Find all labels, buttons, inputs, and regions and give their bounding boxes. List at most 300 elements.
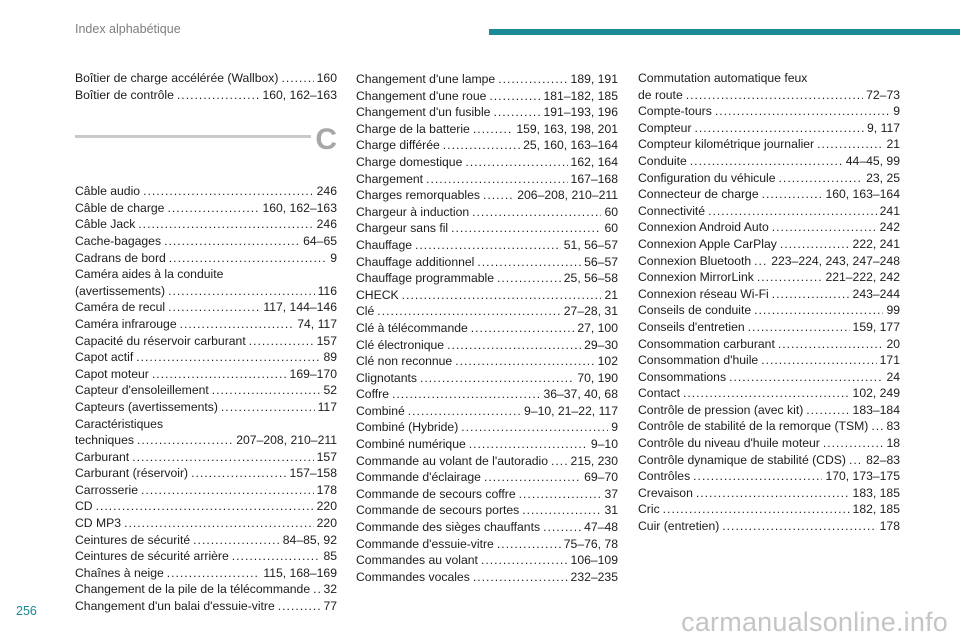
leader-dots — [543, 519, 581, 536]
index-entry — [356, 320, 618, 337]
leader-dots — [693, 468, 822, 485]
index-entry — [356, 287, 618, 304]
index-term: Connectivité — [638, 203, 706, 218]
index-term: Commande de secours coffre — [356, 486, 516, 501]
index-entry — [75, 216, 337, 233]
leader-dots — [690, 153, 843, 170]
index-page-ref: 9 — [611, 420, 618, 435]
index-page-ref: 116 — [317, 283, 337, 298]
index-page-ref: 221–222, 242 — [825, 270, 900, 285]
index-term: CHECK — [356, 287, 399, 302]
index-term: CD MP3 — [75, 516, 122, 531]
index-entry — [356, 502, 618, 519]
leader-dots — [402, 287, 602, 304]
index-term: Chargement — [356, 171, 424, 186]
section-rule — [75, 135, 311, 138]
index-page-ref: 160, 162–163 — [262, 200, 337, 215]
index-entry — [638, 153, 900, 170]
index-term: Changement d'un balai d'essuie-vitre — [75, 599, 275, 614]
index-term: Compte-tours — [638, 104, 712, 119]
leader-dots — [469, 436, 588, 453]
index-term: Carburant (réservoir) — [75, 466, 189, 481]
index-page-ref: 115, 168–169 — [263, 565, 337, 580]
index-entry — [356, 220, 618, 237]
leader-dots — [96, 498, 314, 515]
leader-dots — [477, 254, 581, 271]
index-entry — [638, 219, 900, 236]
index-page-ref: 36–37, 40, 68 — [543, 387, 618, 402]
index-page-ref: 24 — [886, 369, 900, 384]
leader-dots — [392, 386, 540, 403]
index-term: Caméra de recul — [75, 300, 166, 315]
index-page-ref: 159, 163, 198, 201 — [516, 121, 618, 136]
leader-dots — [748, 319, 850, 336]
index-page-ref: 117 — [317, 399, 337, 414]
index-term: Connexion réseau Wi-Fi — [638, 286, 769, 301]
index-term: Boîtier de contrôle — [75, 87, 174, 102]
index-term: Combiné (Hybride) — [356, 420, 459, 435]
leader-dots — [683, 385, 850, 402]
index-term: Ceintures de sécurité — [75, 532, 191, 547]
index-page-ref: 9–10, 21–22, 117 — [524, 403, 618, 418]
index-entry — [638, 186, 900, 203]
index-entry — [356, 453, 618, 470]
leader-dots — [483, 187, 514, 204]
index-term: Combiné — [356, 403, 405, 418]
leader-dots — [164, 233, 300, 250]
index-term: Câble audio — [75, 184, 141, 199]
index-term: Changement d'une roue — [356, 88, 487, 103]
leader-dots — [762, 186, 823, 203]
index-page-ref: 60 — [604, 221, 618, 236]
index-entry — [356, 204, 618, 221]
index-entry — [75, 382, 337, 399]
index-term: Charge de la batterie — [356, 121, 470, 136]
index-page-ref: 9, 117 — [867, 120, 900, 135]
index-term: Connexion MirrorLink — [638, 270, 754, 285]
index-entry — [75, 432, 337, 449]
index-page-ref: 159, 177 — [852, 319, 900, 334]
index-term: Charges remorquables — [356, 188, 480, 203]
index-page-ref: 18 — [886, 436, 900, 451]
index-term: Connecteur de charge — [638, 187, 759, 202]
index-column-3 — [638, 70, 900, 535]
index-term: Caméra infrarouge — [75, 316, 177, 331]
index-entry — [638, 418, 900, 435]
index-entry — [75, 399, 337, 416]
index-entry — [356, 121, 618, 138]
index-page-ref: 51, 56–57 — [563, 237, 618, 252]
index-entry — [356, 187, 618, 204]
index-term: Cache-bagages — [75, 233, 162, 248]
index-page-ref: 157 — [316, 333, 337, 348]
index-entry-continued-label: Caméra aides à la conduite — [75, 267, 224, 282]
index-entry — [356, 337, 618, 354]
index-entry — [356, 436, 618, 453]
leader-dots — [177, 87, 260, 104]
index-term: Conseils d'entretien — [638, 319, 745, 334]
index-term: Connexion Apple CarPlay — [638, 236, 777, 251]
index-entry — [356, 370, 618, 387]
leader-dots — [473, 569, 568, 586]
leader-dots — [519, 486, 602, 503]
index-entry — [638, 120, 900, 137]
index-term: Coffre — [356, 387, 389, 402]
leader-dots — [663, 501, 850, 518]
index-entry — [638, 452, 900, 469]
index-entry — [356, 552, 618, 569]
leader-dots — [715, 103, 890, 120]
index-entry — [75, 316, 337, 333]
index-entry — [356, 469, 618, 486]
index-term: Câble de charge — [75, 200, 165, 215]
index-entry — [75, 565, 337, 582]
leader-dots — [136, 349, 320, 366]
leader-dots — [497, 536, 561, 553]
index-entry — [356, 569, 618, 586]
index-term: Clé non reconnue — [356, 354, 453, 369]
leader-dots — [761, 352, 876, 369]
index-page-ref: 206–208, 210–211 — [517, 188, 618, 203]
index-entry — [638, 468, 900, 485]
index-page-ref: 242 — [879, 220, 900, 235]
watermark: carmanualsonline.info — [681, 607, 948, 637]
index-term: CD — [75, 499, 93, 514]
index-entry — [356, 536, 618, 553]
leader-dots — [708, 203, 877, 220]
index-entry — [356, 137, 618, 154]
index-entry — [638, 170, 900, 187]
index-entry — [638, 319, 900, 336]
index-page-ref: 189, 191 — [570, 72, 618, 86]
index-entry — [638, 435, 900, 452]
index-page-ref: 160 — [316, 71, 337, 85]
index-page-ref: 64–65 — [303, 233, 337, 248]
index-entry — [75, 333, 337, 350]
index-page-ref: 223–224, 243, 247–248 — [771, 253, 900, 268]
index-term: Chargeur à induction — [356, 204, 470, 219]
index-entry — [75, 515, 337, 532]
index-page-ref: 85 — [323, 549, 337, 564]
index-page-ref: 167–168 — [570, 171, 618, 186]
index-page-ref: 70, 190 — [577, 370, 618, 385]
index-page-ref: 243–244 — [852, 286, 900, 301]
index-term: Changement d'une lampe — [356, 72, 496, 86]
index-term: Charge domestique — [356, 154, 463, 169]
index-term: Changement de la pile de la télécommande — [75, 582, 311, 597]
index-term: Capot moteur — [75, 366, 149, 381]
leader-dots — [455, 353, 594, 370]
index-term: Conduite — [638, 153, 687, 168]
index-term: Charge différée — [356, 138, 440, 153]
index-page-ref: 29–30 — [584, 337, 618, 352]
entries-c-section — [75, 183, 337, 614]
index-entry — [638, 203, 900, 220]
leader-dots — [497, 270, 561, 287]
index-entry — [75, 498, 337, 515]
index-term: Crevaison — [638, 485, 693, 500]
section-header-c — [75, 123, 337, 183]
index-entry — [356, 386, 618, 403]
index-page-ref: 241 — [879, 203, 900, 218]
leader-dots — [415, 237, 561, 254]
index-page-ref: 21 — [604, 287, 618, 302]
index-term: Cuir (entretien) — [638, 519, 720, 534]
leader-dots — [138, 216, 313, 233]
index-page-ref: 102, 249 — [852, 386, 900, 401]
index-page-ref: 20 — [886, 336, 900, 351]
index-entry-continued-label: Commutation automatique feux — [638, 71, 808, 85]
index-entry — [75, 598, 337, 615]
page-number: 256 — [16, 604, 37, 618]
index-entry — [75, 581, 337, 598]
index-term: Contrôle de pression (avec kit) — [638, 402, 804, 417]
index-entry — [638, 501, 900, 518]
index-term: Chargeur sans fil — [356, 221, 449, 236]
leader-dots — [461, 419, 608, 436]
leader-dots — [806, 402, 849, 419]
index-entry — [356, 419, 618, 436]
leader-dots — [754, 302, 883, 319]
leader-dots — [137, 432, 233, 449]
leader-dots — [124, 515, 314, 532]
leader-dots — [471, 320, 575, 337]
index-page-ref: 183, 185 — [852, 485, 900, 500]
index-page-ref: 222, 241 — [852, 236, 900, 251]
index-entry — [75, 200, 337, 217]
leader-dots — [686, 87, 863, 104]
leader-dots — [141, 482, 314, 499]
index-entry — [356, 303, 618, 320]
index-page-ref: 44–45, 99 — [845, 153, 900, 168]
leader-dots — [221, 399, 315, 416]
index-page-ref: 27, 100 — [577, 320, 618, 335]
index-page-ref: 82–83 — [866, 452, 900, 467]
leader-dots — [443, 137, 520, 154]
index-entry — [638, 269, 900, 286]
index-entry — [638, 352, 900, 369]
index-page-ref: 52 — [323, 383, 337, 398]
leader-dots — [473, 121, 514, 138]
leader-dots — [522, 502, 601, 519]
index-term: Câble Jack — [75, 217, 136, 232]
index-page-ref: 23, 25 — [866, 170, 900, 185]
index-page-ref: 170, 173–175 — [825, 469, 900, 484]
leader-dots — [232, 548, 321, 565]
index-entry — [638, 336, 900, 353]
index-entry — [356, 353, 618, 370]
index-term: Combiné numérique — [356, 437, 466, 452]
leader-dots — [695, 120, 865, 137]
index-term: Clé à télécommande — [356, 320, 468, 335]
index-term: Connexion Bluetooth — [638, 253, 752, 268]
index-term: Clé — [356, 304, 375, 319]
index-term: Consommation carburant — [638, 336, 775, 351]
leader-dots — [465, 154, 567, 171]
index-entry — [638, 253, 900, 270]
index-page-ref: 191–193, 196 — [543, 105, 618, 120]
index-entry — [75, 465, 337, 482]
index-term: Chauffage programmable — [356, 271, 494, 286]
index-page-ref: 75–76, 78 — [563, 536, 618, 551]
index-entry — [638, 369, 900, 386]
index-entry — [75, 532, 337, 549]
index-page-ref: 9–10 — [590, 437, 618, 452]
index-term: Capot actif — [75, 350, 134, 365]
index-page-ref: 160, 163–164 — [825, 187, 900, 202]
index-page-ref: 89 — [323, 350, 337, 365]
leader-dots — [696, 485, 850, 502]
index-page-ref: 246 — [316, 217, 337, 232]
index-term: Changement d'un fusible — [356, 105, 491, 120]
index-page-ref: 69–70 — [584, 470, 618, 485]
leader-dots — [180, 316, 295, 333]
index-page-ref: 102 — [597, 354, 618, 369]
leader-dots — [757, 269, 823, 286]
entries-b-section — [75, 70, 337, 103]
index-term: Boîtier de charge accélérée (Wallbox) — [75, 71, 279, 85]
index-term: Commande de secours portes — [356, 503, 520, 518]
index-term: (avertissements) — [75, 283, 166, 298]
index-term: Chauffage — [356, 237, 413, 252]
index-column-1 — [75, 70, 337, 615]
index-term: Configuration du véhicule — [638, 170, 776, 185]
index-entry — [75, 548, 337, 565]
index-entry — [75, 299, 337, 316]
index-entry — [75, 482, 337, 499]
leader-dots — [426, 171, 567, 188]
index-term: Capteurs (avertissements) — [75, 399, 218, 414]
index-page-ref: 37 — [604, 486, 618, 501]
index-column-2 — [356, 71, 618, 585]
index-page-ref: 25, 160, 163–164 — [523, 138, 618, 153]
index-term: Conseils de conduite — [638, 303, 752, 318]
index-entry — [638, 286, 900, 303]
index-entry — [638, 103, 900, 120]
index-page-ref: 83 — [886, 419, 900, 434]
index-term: Carrosserie — [75, 482, 138, 497]
index-term: Carburant — [75, 449, 130, 464]
index-term: Consommations — [638, 369, 727, 384]
index-page-ref: 157–158 — [289, 466, 337, 481]
index-term: Connexion Android Auto — [638, 220, 769, 235]
index-term: Clé électronique — [356, 337, 445, 352]
leader-dots — [168, 283, 314, 300]
index-entry — [356, 71, 618, 88]
index-entry — [75, 366, 337, 383]
index-term: Cric — [638, 502, 660, 517]
index-page-ref: 160, 162–163 — [262, 87, 337, 102]
index-page-ref: 169–170 — [289, 366, 337, 381]
leader-dots — [498, 71, 567, 88]
index-term: Compteur — [638, 120, 692, 135]
index-page-ref: 207–208, 210–211 — [236, 433, 337, 448]
index-term: Consommation d'huile — [638, 353, 759, 368]
leader-dots — [167, 565, 261, 582]
leader-dots — [729, 369, 883, 386]
index-entry — [638, 87, 900, 104]
index-page-ref: 99 — [886, 303, 900, 318]
leader-dots — [212, 382, 321, 399]
index-page-ref: 215, 230 — [570, 453, 618, 468]
index-page-ref: 74, 117 — [297, 316, 337, 331]
index-entry — [356, 154, 618, 171]
index-term: techniques — [75, 433, 134, 448]
leader-dots — [143, 183, 314, 200]
index-term: Cadrans de bord — [75, 250, 166, 265]
index-term: Contrôle de stabilité de la remorque (TSM) — [638, 419, 869, 434]
leader-dots — [780, 236, 850, 253]
index-entry — [75, 87, 337, 104]
index-page-ref: 31 — [604, 503, 618, 518]
leader-dots — [823, 435, 884, 452]
index-page-ref: 220 — [316, 499, 337, 514]
index-entry — [638, 136, 900, 153]
index-entry — [75, 250, 337, 267]
index-page-ref: 9 — [330, 250, 337, 265]
index-term: Commande d'éclairage — [356, 470, 481, 485]
index-entry — [75, 70, 337, 87]
index-entry — [356, 403, 618, 420]
leader-dots — [191, 465, 286, 482]
index-term: Contrôles — [638, 469, 691, 484]
index-term: Commande des sièges chauffants — [356, 520, 541, 535]
leader-dots — [481, 552, 568, 569]
index-page-ref: 182, 185 — [852, 502, 900, 517]
index-entry — [638, 485, 900, 502]
leader-dots — [281, 70, 313, 87]
leader-dots — [408, 403, 521, 420]
index-term: Capacité du réservoir carburant — [75, 333, 246, 348]
leader-dots — [754, 253, 768, 270]
leader-dots — [493, 104, 540, 121]
index-page-ref: 178 — [879, 519, 900, 534]
header-accent-bar — [489, 29, 960, 35]
index-entry — [356, 237, 618, 254]
index-term: Ceintures de sécurité arrière — [75, 549, 229, 564]
leader-dots — [817, 136, 883, 153]
index-entry — [356, 486, 618, 503]
index-entry — [356, 270, 618, 287]
index-term: Commandes vocales — [356, 569, 470, 584]
entries-column-3 — [638, 70, 900, 535]
index-page-ref: 47–48 — [584, 520, 618, 535]
index-entry-continued-label: Caractéristiques — [75, 416, 164, 431]
leader-dots — [772, 219, 877, 236]
leader-dots — [152, 366, 287, 383]
index-entry — [75, 183, 337, 200]
leader-dots — [278, 598, 321, 615]
leader-dots — [772, 286, 850, 303]
index-page-ref: 220 — [316, 516, 337, 531]
page-header-title: Index alphabétique — [75, 22, 181, 36]
index-page-ref: 9 — [893, 104, 900, 119]
entries-column-2 — [356, 71, 618, 585]
index-page-ref: 60 — [604, 204, 618, 219]
leader-dots — [472, 204, 601, 221]
leader-dots — [168, 299, 260, 316]
index-term: Clignotants — [356, 370, 417, 385]
index-term: Commandes au volant — [356, 553, 478, 568]
leader-dots — [489, 88, 540, 105]
leader-dots — [871, 418, 883, 435]
leader-dots — [484, 469, 581, 486]
leader-dots — [420, 370, 574, 387]
index-page-ref: 32 — [323, 582, 337, 597]
index-term: Contrôle du niveau d'huile moteur — [638, 436, 820, 451]
leader-dots — [167, 200, 259, 217]
index-page-ref: 21 — [886, 137, 900, 152]
